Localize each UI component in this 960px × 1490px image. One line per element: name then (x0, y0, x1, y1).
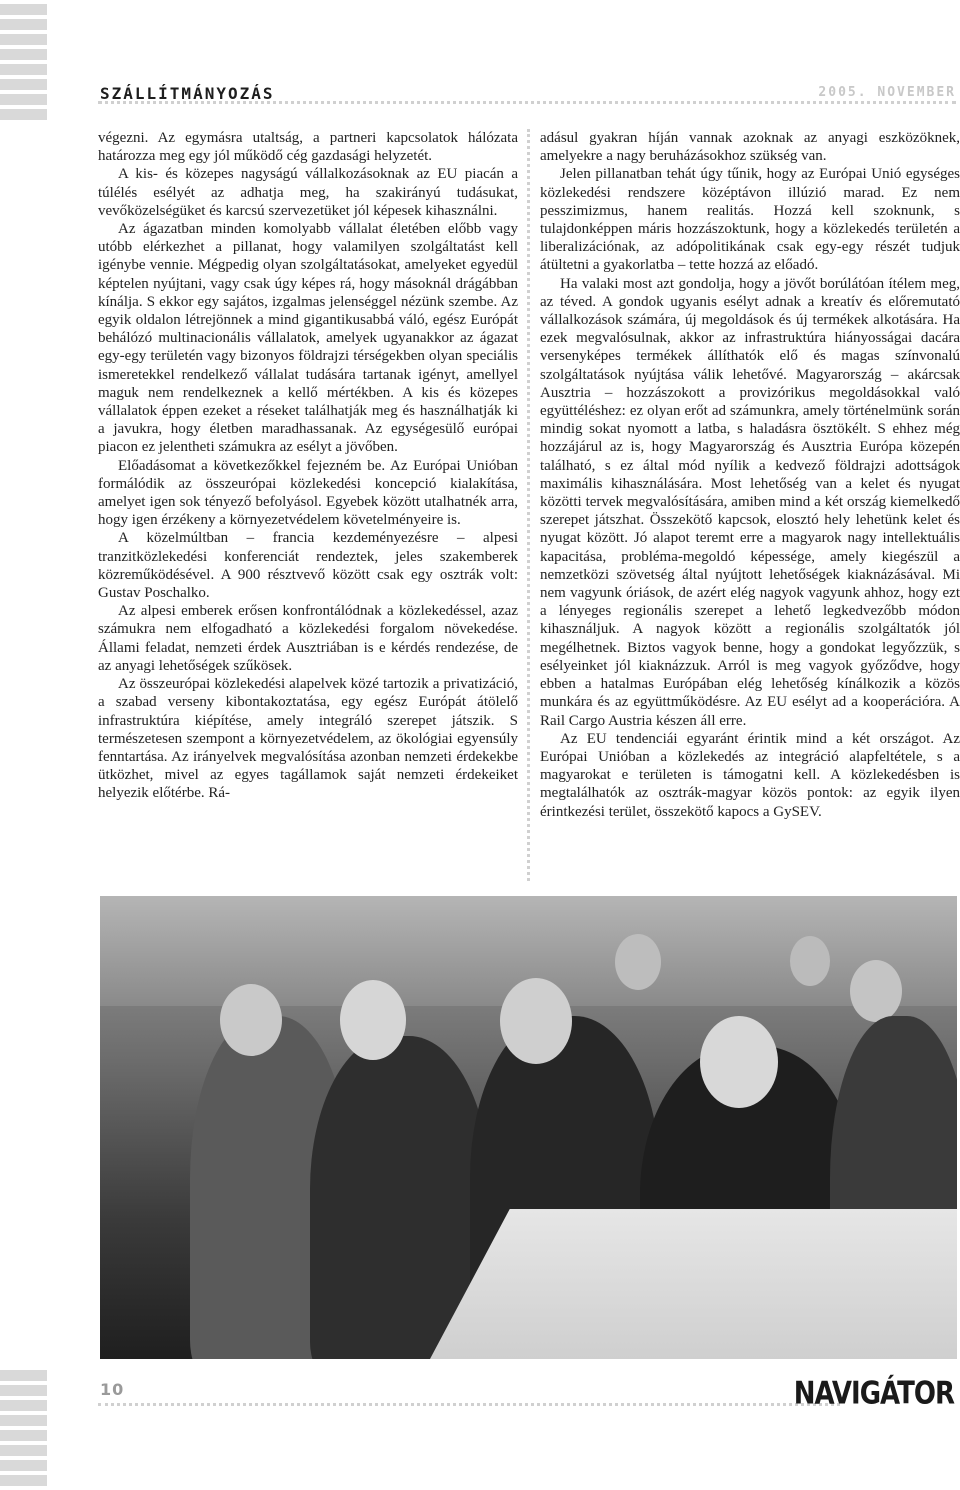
paragraph: adásul gyakran híján vannak azoknak az anyagi eszközöknek, amelyekre a nagy beruházásokhoz szükség van. (540, 130, 960, 165)
column-dotted-divider (527, 129, 530, 881)
paragraph: Az alpesi emberek erősen konfrontálódnak a közlekedéssel, azaz számukra nem elfogadható a közlekedési forgalom növekedése. Állami feladat, nemzeti érdek Ausztriában is e kérdés rendezése, de az anyagi lehetőségek szűkösek. (98, 603, 518, 674)
conference-audience-photo (100, 896, 957, 1359)
paragraph: Az összeurópai közlekedési alapelvek közé tartozik a privatizáció, a szabad verseny kibontakoztatása, egy egész Európát átölelő infrastruktúra kiépítése, amely integráló szerepet játszik. S természetesen szempont a környezetvédelem, az ökológiai egyensúly fenntartása. Az irányelvek megvalósítása azonban nemzeti érdekekbe ütközhet, mivel az egyes tagállamok saját nemzeti érdekeiket helyezik előtérbe. Rá- (98, 676, 518, 802)
footer-dotted-rule (98, 1403, 840, 1406)
article-left-column (98, 129, 518, 803)
paragraph: Előadásomat a következőkkel fejezném be. Az Európai Unióban formálódik az összeurópai közlekedési koncepció kialakítása, amelyet igen sok tényező befolyásol. Egyebek között utalhatnék arra, hogy igen érzékeny a környezetvédelem követelményeire is. (98, 457, 518, 529)
issue-date: 2005. NOVEMBER (818, 85, 956, 100)
header-dotted-rule (98, 101, 956, 104)
margin-decoration-bottom (0, 1370, 47, 1490)
magazine-logo: NAVIGÁTOR (793, 1376, 954, 1412)
page-header (100, 84, 956, 108)
paragraph: A kis- és közepes nagyságú vállalkozásoknak az EU piacán a túlélés esélyét az adhatja meg, ha szakirányú tudásukat, vevőközelségüket és karcsú szervezetüket jól képesek kihasználni. (98, 166, 518, 219)
paragraph: végezni. Az egymásra utaltság, a partneri kapcsolatok hálózata határozza meg egy jól működő cég gazdasági helyzetét. (98, 130, 518, 165)
section-title: SZÁLLÍTMÁNYOZÁS (100, 84, 275, 103)
paragraph: Ha valaki most azt gondolja, hogy a jövőt borúlátóan ítélem meg, az téved. A gondok ugyanis esélyt adnak a kreatív és előremutató vállalkozások számára, új megoldások és új termékek alkotására. Ha ezek megvalósulnak, akkor az infrastruktúra hiányosságai dacára versenyképes termékek állíthatók elő és magas színvonalú szolgáltatások nyújtása válik lehetővé. Magyarország – akárcsak Ausztria – hozzászokott a provizórikus megoldásokkal való együttéléshez: ez olyan erőt ad számunkra, amely történelmünk során mindig sokat nyomott a latba, s haladásra ösztökélt. S ehhez még hozzájárul az is, hogy Magyarország és Ausztria Európa közepén található, s ez által mód nyílik a kedvező földrajzi adottságok maximális kihasználására. Most lehetőség van a kelet és nyugat közötti tervek megvalósítására, amiben mind a két ország kiemelkedő szerepet játszhat. Összekötő kapcsok, elosztó hely lehetünk kelet és nyugat között. Jó alapot teremt erre a magyarok nagy intellektuális kapacitása, probléma-megoldó képessége, amely kiegészül a nemzetközi szövetség által nyújtott lehetőségek kiaknázásával. Mi nem vagyunk óriások, de azért elég nagyok vagyunk ahhoz, hogy ezt a lényeges regionális szerepet a lehető legkedvezőbb módon kihasználjuk. A nagyok között a regionális szolgáltatók jól megélhetnek. Biztos vagyok benne, hogy a gondokat legyőzzük, s esélyeinket jól kiaknázzuk. Arról is meg vagyok győződve, hogy ebben a hatalmas Európában elég lehetőség kínálkozik a közös munkára és az együttműködésre. Az EU esélyt ad a kooperációra. A Rail Cargo Austria készen áll erre. (540, 275, 960, 729)
article-right-column (540, 129, 960, 821)
paragraph: Jelen pillanatban tehát úgy tűnik, hogy az Európai Unió egységes közlekedési rendszere középtávon illúzió marad. Ez nem pesszimizmus, hanem realitás. Hozzá kell szoknunk, s tulajdonképpen máris hozzászoktunk, hogy a közlekedés területén a liberalizációnak, az adópolitikának csak egy-egy részét tudjuk átültetni a gyakorlatba – tette hozzá az előadó. (540, 166, 960, 274)
page-number: 10 (100, 1380, 125, 1399)
margin-decoration-top (0, 4, 47, 124)
paragraph: Az EU tendenciái egyaránt érintik mind a két országot. Az Európai Unióban a közlekedés az integráció alapfeltétele, s a magyarokat e területen is támogatni kell. A közlekedésben is megtalálhatók az osztrák-magyar közös pontok: az egyik ilyen érintkezési terület, összekötő kapocs a GySEV. (540, 730, 960, 820)
paragraph: A közelmúltban – francia kezdeményezésre – alpesi tranzitközlekedési konferenciát rendeztek, jeles szakemberek közreműködésével. A 900 résztvevő között csak egy osztrák volt: Gustav Poschalko. (98, 530, 518, 602)
paragraph: Az ágazatban minden komolyabb vállalat életében előbb vagy utóbb elérkezhet a pillanat, hogy valamilyen szolgáltatást kell igénybe vennie. Mégpedig olyan szolgáltatásokat, amelyeket egyedül képtelen nyújtani, vagy csak úgy képes rá, hogy másoknál drágábban kínálja. S ekkor egy sajátos, izgalmas jelenséggel nézünk szembe. Az egyik oldalon létrejönnek a mind gigantikusabbá váló, egész Európát behálózó multinacionális vállalatok, amelyek ugyanakkor az ágazat egy-egy területén vagy bizonyos földrajzi térségekben olyan speciális ismeretekkel rendelkező vállalat tudására tartanak igényt, amellyel maguk nem rendelkeznek a kellő mértékben. A kis és közepes vállalatok éppen ezeket a réseket találhatják meg és használhatják ki a javukra, hogy életben maradhassanak. Az egységesülő európai piacon ez jelentheti számukra az esélyt a jövőben. (98, 221, 518, 456)
